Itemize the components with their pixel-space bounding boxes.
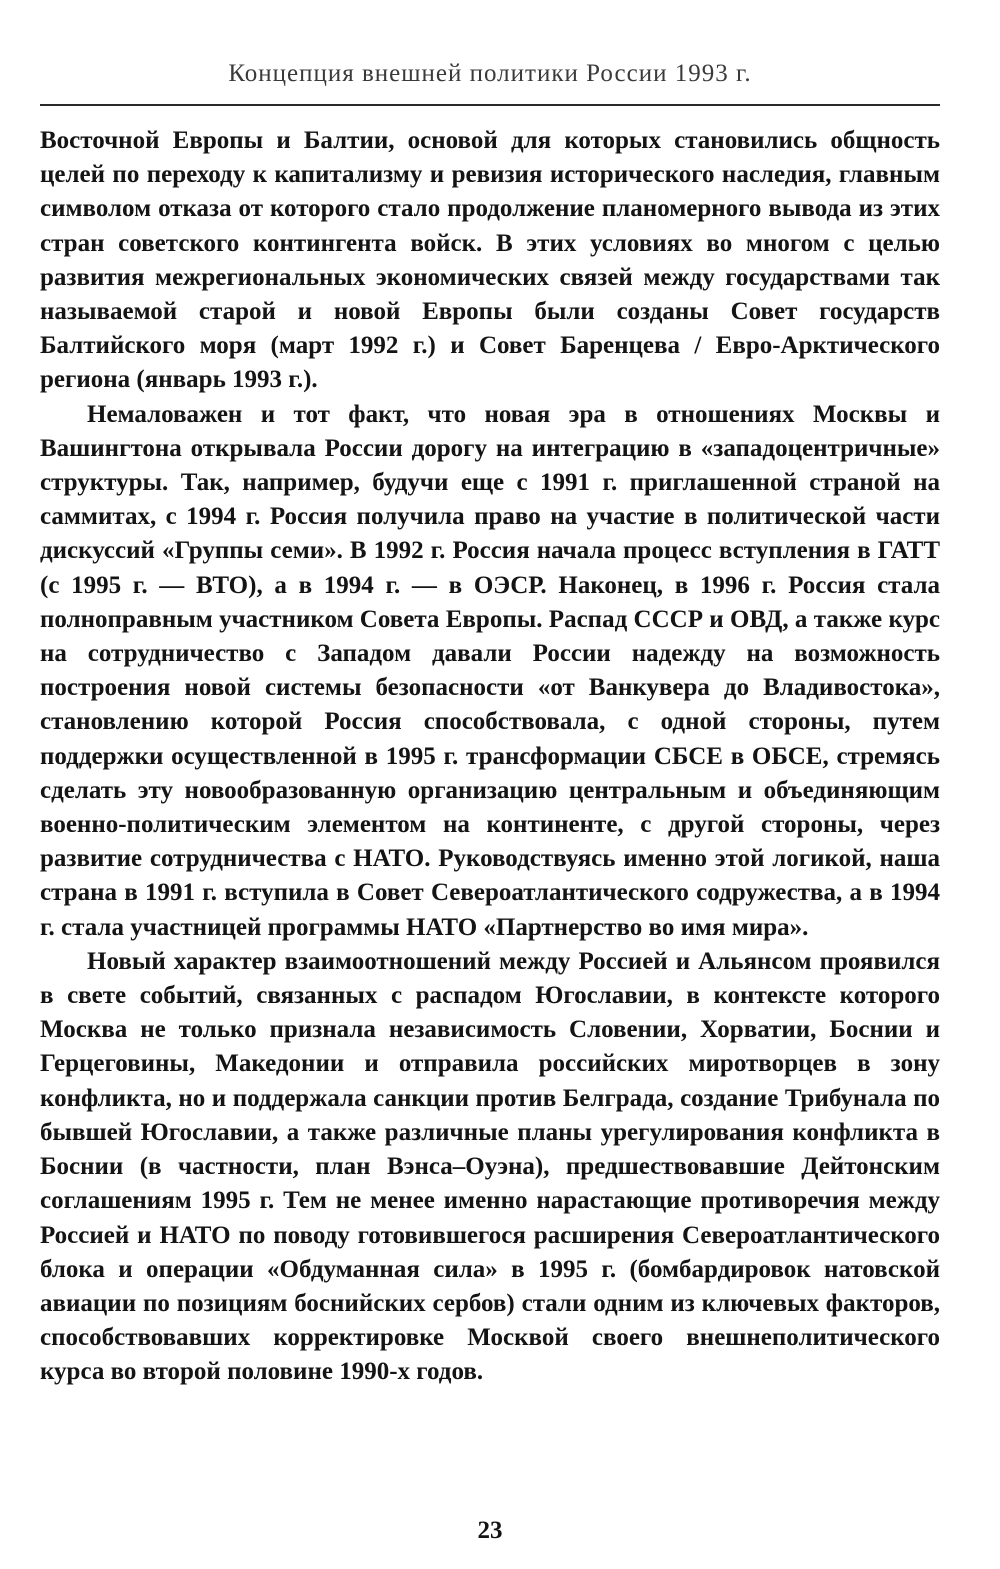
running-header: Концепция внешней политики России 1993 г. bbox=[228, 60, 752, 87]
page-number: 23 bbox=[477, 1517, 503, 1544]
paragraph: Немаловажен и тот факт, что новая эра в отношениях Москвы и Вашингтона открывала России дорогу на интеграцию в «западоцентричные» структуры. Так, например, будучи еще с 1991 г. приглашенной страной на саммитах, с 1994 г. Россия получила право на участие в политической части дискуссий «Группы семи». В 1992 г. Россия начала процесс вступления в ГАТТ (с 1995 г. — ВТО), а в 1994 г. — в ОЭСР. Наконец, в 1996 г. Россия стала полноправным участником Совета Европы. Распад СССР и ОВД, а также курс на сотрудничество с Западом давали России надежду на возможность построения новой системы безопасности «от Ванкувера до Владивостока», становлению которой Россия способствовала, с одной стороны, путем поддержки осуществленной в 1995 г. трансформации СБСЕ в ОБСЕ, стремясь сделать эту новообразованную организацию центральным и объединяющим военно-политическим элементом на континенте, с другой стороны, через развитие сотрудничества с НАТО. Руководствуясь именно этой логикой, наша страна в 1991 г. вступила в Совет Североатлантического содружества, а в 1994 г. стала участницей программы НАТО «Партнерство во имя мира». bbox=[40, 400, 940, 941]
book-page bbox=[40, 0, 940, 1569]
header-divider bbox=[40, 104, 940, 106]
paragraph: Новый характер взаимоотношений между Россией и Альянсом проявился в свете событий, связанных с распадом Югославии, в контексте которого Москва не только признала независимость Словении, Хорватии, Боснии и Герцеговины, Македонии и отправила российских миротворцев в зону конфликта, но и поддержала санкции против Белграда, создание Трибунала по бывшей Югославии, а также различные планы урегулирования конфликта в Боснии (в частности, план Вэнса–Оуэна), предшествовавшие Дейтонским соглашениям 1995 г. Тем не менее именно нарастающие противоречия между Россией и НАТО по поводу готовившегося расширения Североатлантического блока и операции «Обдуманная сила» в 1995 г. (бомбардировок натовской авиации по позициям боснийских сербов) стали одним из ключевых факторов, способствовавших корректировке Москвой своего внешнеполитического курса во второй половине 1990-х годов. bbox=[40, 947, 940, 1386]
body-text bbox=[40, 124, 940, 1390]
paragraph-continued: Восточной Европы и Балтии, основой для которых становились общность целей по переходу к капитализму и ревизия исторического наследия, главным символом отказа от которого стало продолжение планомерного вывода из этих стран советского контингента войск. В этих условиях во многом с целью развития межрегиональных экономических связей между государствами так называемой старой и новой Европы были созданы Совет государств Балтийского моря (март 1992 г.) и Совет Баренцева / Евро-Арктического региона (январь 1993 г.). bbox=[40, 127, 940, 394]
